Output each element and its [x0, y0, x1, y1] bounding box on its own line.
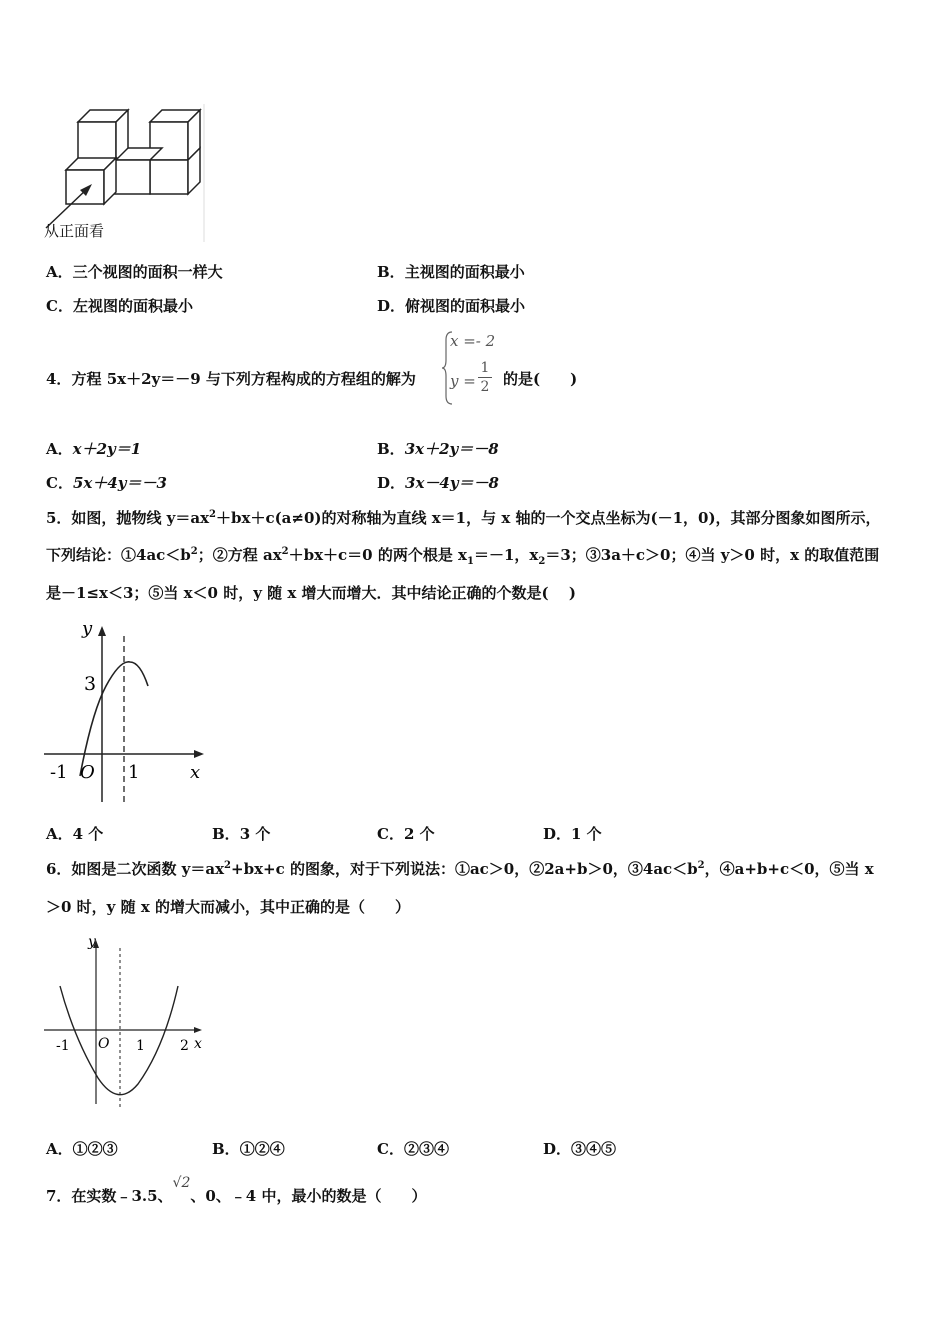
q4-fraction: [478, 360, 492, 395]
q4-stem-end: 的是( ): [503, 370, 578, 388]
option-text: 3x＋2y＝－8: [404, 440, 499, 458]
option-text: 俯视图的面积最小: [405, 297, 526, 315]
option-letter: B．: [377, 440, 405, 458]
q6-graph: [40, 928, 220, 1112]
option-letter: D．: [377, 297, 406, 315]
q5-sup: 2: [209, 509, 217, 520]
q4-option-d[interactable]: [377, 472, 499, 493]
q4-option-a[interactable]: [46, 438, 141, 459]
option-letter: C．: [46, 474, 73, 492]
q5-text: ＋bx＋c(a≠0)的对称轴为直线 x＝1，与 x 轴的一个交点坐标为(－1，0)，其部分图象如图所示，: [216, 509, 881, 527]
q4-equation: 5x＋2y＝－9: [106, 370, 201, 388]
option-letter: D．: [543, 1140, 572, 1158]
option-text: 2 个: [403, 825, 435, 843]
tick-label-neg1: -1: [50, 762, 68, 783]
option-text: 3x－4y＝－8: [405, 474, 499, 492]
tick-label-1: 1: [136, 1038, 145, 1054]
option-text: 左视图的面积最小: [72, 297, 193, 315]
q3-option-b[interactable]: [377, 261, 525, 282]
q7-text-b: 、0、﹣4 中，最小的数是（ ）: [190, 1187, 427, 1205]
parabola-curve: [60, 986, 178, 1095]
q4-stem-a: 方程: [71, 370, 102, 388]
q4-system: [440, 330, 500, 406]
q5-option-b[interactable]: [212, 823, 270, 844]
origin-label: O: [80, 762, 95, 783]
option-letter: A．: [46, 825, 73, 843]
option-text: 5x＋4y＝－3: [72, 474, 167, 492]
q4-sys-y: y =: [450, 372, 476, 390]
q5-graph: [40, 612, 220, 808]
q6-text: 6．如图是二次函数 y＝ax: [46, 860, 225, 878]
q6-text: +bx+c 的图象，对于下列说法：①ac＞0，②2a+b＞0，③4ac＜b: [231, 860, 698, 878]
option-letter: C．: [377, 825, 404, 843]
q5-text: ＋bx＋c＝0 的两个根是 x: [288, 546, 467, 564]
y-axis-arrow-icon: [98, 626, 106, 636]
q5-text: ；②方程 ax: [197, 546, 282, 564]
option-letter: B．: [377, 263, 405, 281]
q5-sub: 1: [467, 556, 474, 567]
option-text: x＋2y＝1: [72, 440, 142, 458]
option-letter: A．: [46, 263, 73, 281]
q7-stem: [46, 1175, 427, 1206]
q4-option-b[interactable]: [377, 438, 499, 459]
option-text: 4 个: [72, 825, 104, 843]
q4-stem-b: 与下列方程构成的方程组的解为: [205, 370, 416, 388]
tick-label-1: 1: [128, 762, 140, 783]
option-text: ②③④: [403, 1140, 449, 1158]
q6-option-b[interactable]: [212, 1138, 285, 1159]
option-letter: A．: [46, 440, 73, 458]
q6-option-d[interactable]: [543, 1138, 616, 1159]
option-text: 三个视图的面积一样大: [72, 263, 223, 281]
q5-text: ＝－1，x: [473, 546, 539, 564]
tick-label-neg1: -1: [56, 1038, 70, 1054]
q3-option-c[interactable]: [46, 295, 193, 316]
option-letter: D．: [377, 474, 406, 492]
q5-line-1: [46, 507, 881, 528]
q4-frac-num: 1: [480, 360, 490, 376]
q6-line-1: [46, 858, 874, 879]
q4-sys-x: x =- 2: [450, 332, 496, 350]
parabola-graph: [40, 612, 220, 808]
option-letter: D．: [543, 825, 572, 843]
q5-text: ＝3；③3a＋c＞0；④当 y＞0 时，x 的取值范围: [545, 546, 880, 564]
q7-text-a: 7．在实数﹣3.5、: [46, 1187, 173, 1205]
x-axis-arrow-icon: [194, 1027, 202, 1033]
cube-figure: [40, 104, 210, 244]
q6-option-a[interactable]: [46, 1138, 118, 1159]
q5-sub: 2: [538, 556, 546, 567]
q6-line-2: ＞0 时，y 随 x 的增大而减小，其中正确的是（ ）: [46, 898, 410, 916]
option-letter: B．: [212, 825, 240, 843]
q5-text: 下列结论：①4ac＜b: [46, 546, 191, 564]
x-axis-label: x: [194, 1036, 202, 1052]
q4-number: 4．: [46, 370, 72, 388]
q5-option-a[interactable]: [46, 823, 103, 844]
q5-line-2: [46, 544, 879, 567]
option-text: ③④⑤: [571, 1140, 617, 1158]
tick-label-3: 3: [84, 673, 97, 695]
parabola-graph-2: [40, 928, 220, 1112]
q3-option-d[interactable]: [377, 295, 525, 316]
option-letter: A．: [46, 1140, 73, 1158]
q5-sup: 2: [190, 546, 198, 557]
option-text: ①②③: [72, 1140, 118, 1158]
x-axis-label: x: [190, 762, 201, 783]
option-letter: C．: [377, 1140, 404, 1158]
tick-label-2: 2: [180, 1038, 189, 1054]
option-text: ①②④: [239, 1140, 285, 1158]
q4-frac-den: 2: [480, 379, 490, 395]
q5-sup: 2: [281, 546, 289, 557]
option-text: 主视图的面积最小: [404, 263, 525, 281]
x-axis-arrow-icon: [194, 750, 204, 758]
option-text: 3 个: [239, 825, 271, 843]
option-letter: C．: [46, 297, 73, 315]
q5-text: 5．如图，抛物线 y＝ax: [46, 509, 210, 527]
cube-caption: 从正面看: [44, 222, 105, 240]
y-axis-label: y: [82, 618, 93, 639]
option-letter: B．: [212, 1140, 240, 1158]
q6-text: ，④a+b+c＜0，⑤当 x: [704, 860, 874, 878]
q6-sup: 2: [697, 860, 705, 871]
q4-option-c[interactable]: [46, 472, 167, 493]
origin-label: O: [98, 1036, 110, 1052]
q5-option-c[interactable]: [377, 823, 435, 844]
q3-option-a[interactable]: [46, 261, 223, 282]
q7-sqrt: √2: [172, 1175, 191, 1191]
y-axis-label: y: [88, 934, 96, 950]
q4-stem: [46, 368, 416, 389]
q5-option-d[interactable]: [543, 823, 602, 844]
q6-option-c[interactable]: [377, 1138, 449, 1159]
q6-sup: 2: [224, 860, 232, 871]
option-text: 1 个: [571, 825, 602, 843]
q5-line-3: 是－1≤x＜3；⑤当 x＜0 时，y 随 x 增大而增大．其中结论正确的个数是( ): [46, 584, 576, 602]
